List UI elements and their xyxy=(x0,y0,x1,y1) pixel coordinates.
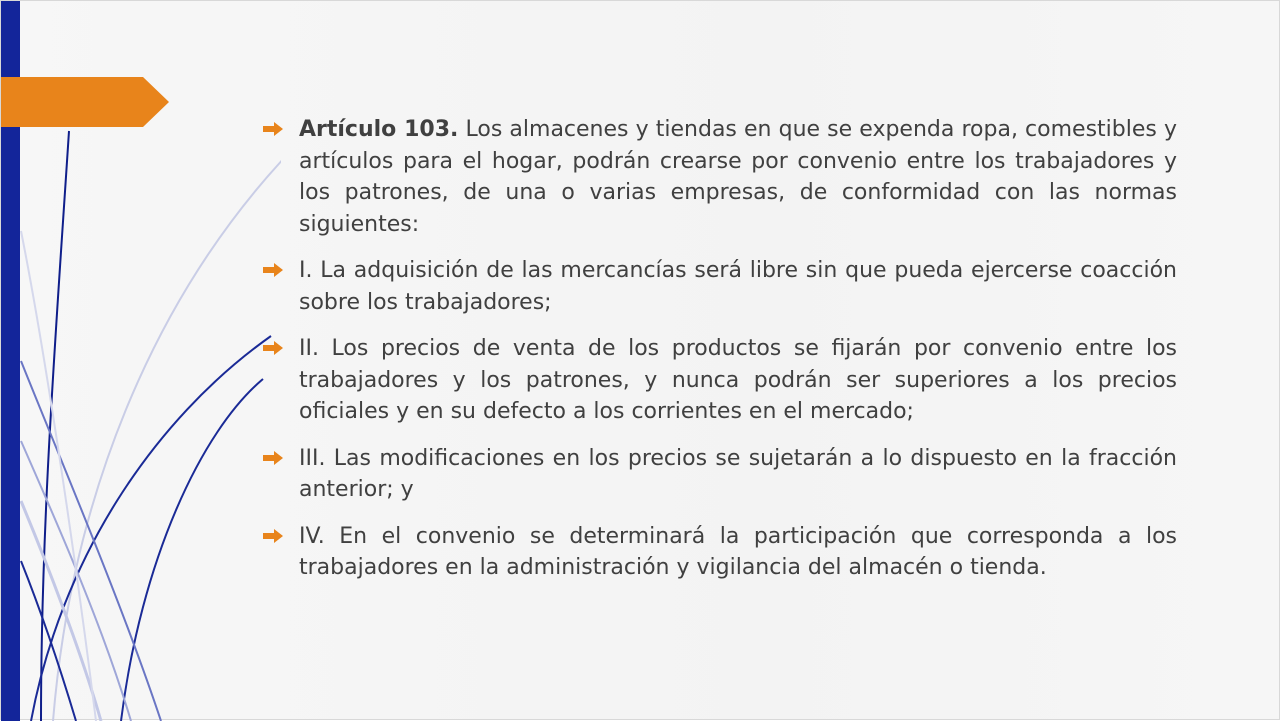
arrow-right-icon xyxy=(263,451,283,465)
list-item-text: IV. En el convenio se determinará la participación que corresponda a los trabajadores en la administración y vigilancia del almacén o tienda. xyxy=(299,523,1177,580)
orange-tab xyxy=(1,77,169,127)
list-item xyxy=(263,333,1177,428)
article-heading: Artículo 103. xyxy=(299,117,459,142)
arrow-right-icon xyxy=(263,529,283,543)
list-item-text: I. La adquisición de las mercancías será libre sin que pueda ejercerse coacción sobre los trabajadores; xyxy=(299,258,1177,315)
arrow-right-icon xyxy=(263,263,283,277)
list-item xyxy=(263,521,1177,584)
item-body: Los almacenes y tiendas en que se expenda ropa, comestibles y artículos para el hogar, podrán crearse por convenio entre los trabajadores y los patrones, de una o varias empresas, de conformidad con las normas siguientes: xyxy=(299,117,1177,237)
list-item-text: III. Las modificaciones en los precios se sujetarán a lo dispuesto en la fracción anterior; y xyxy=(299,445,1177,502)
list-item xyxy=(263,255,1177,318)
list-item-text xyxy=(299,114,1177,240)
slide-content xyxy=(263,114,1177,599)
list-item-text: II. Los precios de venta de los productos se fijarán por convenio entre los trabajadores y los patrones, y nunca podrán ser superiores a los precios oficiales y en su defecto a los corrientes en el mercado; xyxy=(299,336,1177,424)
list-item xyxy=(263,443,1177,506)
arrow-right-icon xyxy=(263,341,283,355)
list-item xyxy=(263,114,1177,240)
arrow-right-icon xyxy=(263,122,283,136)
